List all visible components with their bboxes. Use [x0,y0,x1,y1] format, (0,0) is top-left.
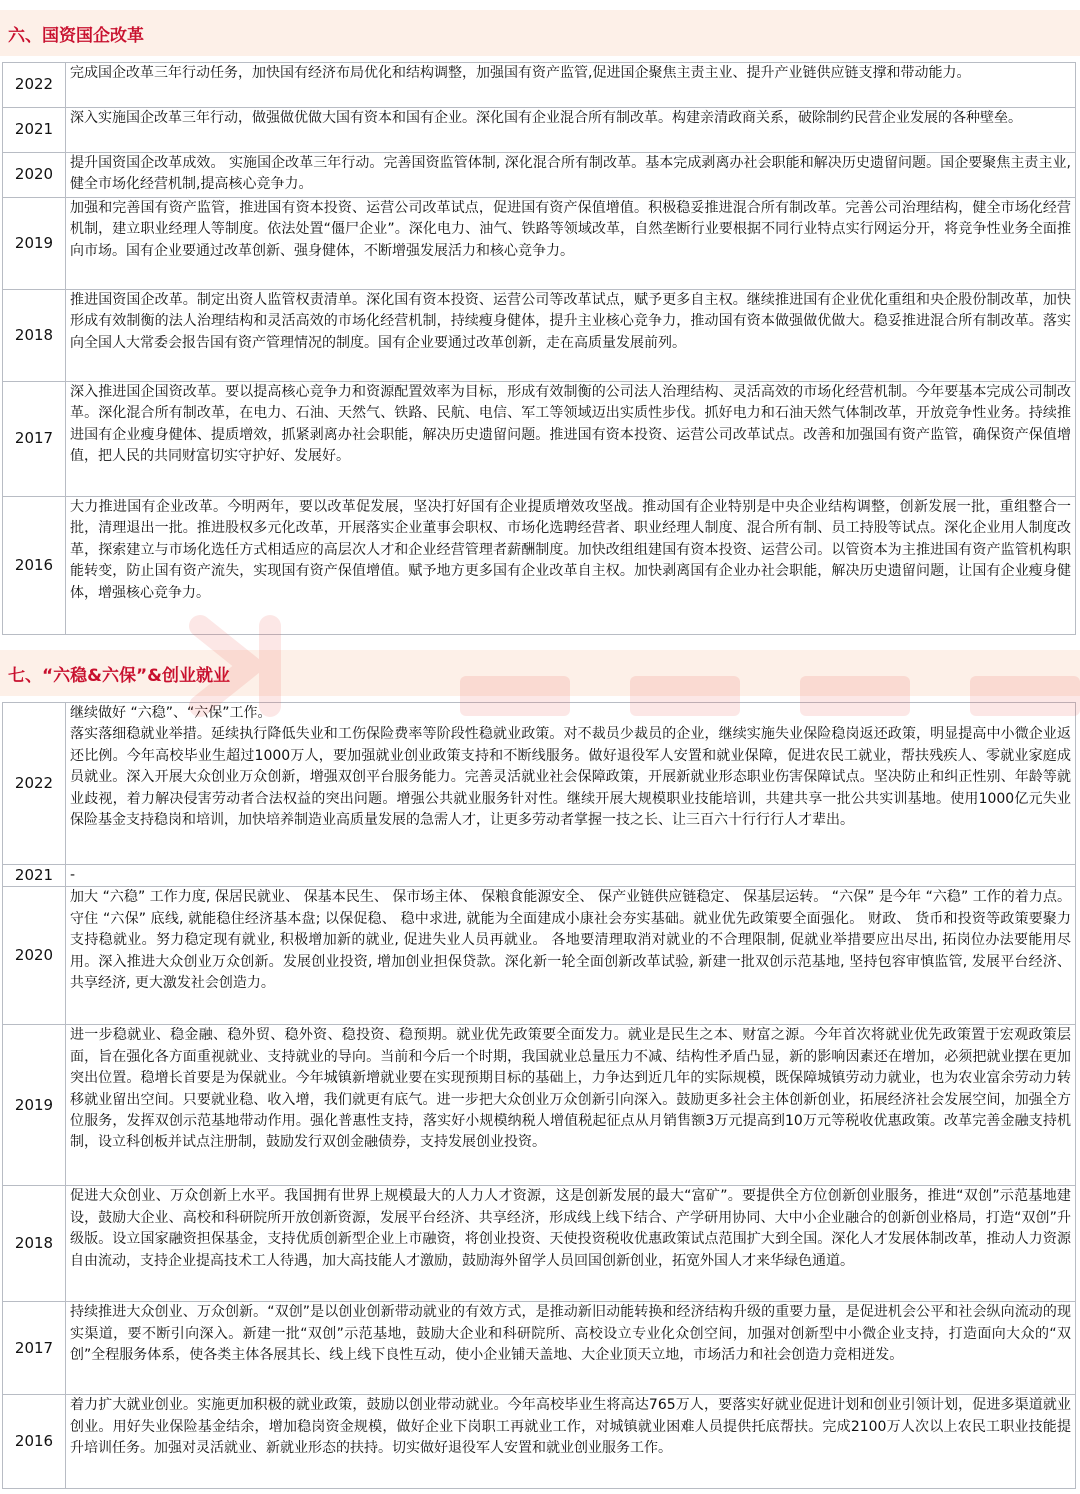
table-row [3,382,1076,497]
year-cell: 2020 [3,153,66,198]
year-cell: 2021 [3,865,66,887]
content-cell: 深入推进国企国资改革。要以提高核心竞争力和资源配置效率为目标，形成有效制衡的公司法人治理结构、灵活高效的市场化经营机制。今年要基本完成公司制改革。深化混合所有制改革，在电力、石油、天然气、铁路、民航、电信、军工等领域迈出实质性步伐。抓好电力和石油天然气体制改革，开放竞争性业务。持续推进国有企业瘦身健体、提质增效，抓紧剥离办社会职能，解决历史遗留问题。推进国有资本投资、运营公司改革试点。改善和加强国有资产监管，确保资产保值增值，把人民的共同财富切实守护好、发展好。 [66,382,1076,497]
year-cell: 2017 [3,1302,66,1395]
table-row [3,887,1076,1025]
content-cell: 继续做好 “六稳”、“六保”工作。 落实落细稳就业举措。延续执行降低失业和工伤保险费率等阶段性稳就业政策。对不裁员少裁员的企业，继续实施失业保险稳岗返还政策，明显提高中小微企业返还比例。今年高校毕业生超过1000万人，要加强就业创业政策支持和不断线服务。做好退役军人安置和就业保障，促进农民工就业，帮扶残疾人、零就业家庭成员就业。深入开展大众创业万众创新，增强双创平台服务能力。完善灵活就业社会保障政策，开展新就业形态职业伤害保障试点。坚决防止和纠正性别、年龄等就业歧视，着力解决侵害劳动者合法权益的突出问题。增强公共就业服务针对性。继续开展大规模职业技能培训，共建共享一批公共实训基地。使用1000亿元失业保险基金支持稳岗和培训，加快培养制造业高质量发展的急需人才，让更多劳动者掌握一技之长、让三百六十行行行人才辈出。 [66,703,1076,865]
policy-table-soe-reform [2,62,1076,635]
year-cell: 2016 [3,497,66,635]
table-row [3,153,1076,198]
year-cell: 2019 [3,1025,66,1186]
table-row [3,1186,1076,1302]
content-cell: 大力推进国有企业改革。今明两年，要以改革促发展，坚决打好国有企业提质增效攻坚战。推动国有企业特别是中央企业结构调整，创新发展一批，重组整合一批，清理退出一批。推进股权多元化改革，开展落实企业董事会职权、市场化选聘经营者、职业经理人制度、混合所有制、员工持股等试点。深化企业用人制度改革，探索建立与市场化选任方式相适应的高层次人才和企业经营管理者薪酬制度。加快改组组建国有资本投资、运营公司。以管资本为主推进国有资产监管机构职能转变，防止国有资产流失，实现国有资产保值增值。赋予地方更多国有企业改革自主权。加快剥离国有企业办社会职能，解决历史遗留问题，让国有企业瘦身健体，增强核心竞争力。 [66,497,1076,635]
table-row [3,290,1076,382]
year-cell: 2020 [3,887,66,1025]
table-row [3,198,1076,290]
year-cell: 2021 [3,108,66,153]
table-row [3,1395,1076,1489]
content-cell: 深入实施国企改革三年行动，做强做优做大国有资本和国有企业。深化国有企业混合所有制改革。构建亲清政商关系，破除制约民营企业发展的各种壁垒。 [66,108,1076,153]
content-cell: 推进国资国企改革。制定出资人监管权责清单。深化国有资本投资、运营公司等改革试点，赋予更多自主权。继续推进国有企业优化重组和央企股份制改革，加快形成有效制衡的法人治理结构和灵活高效的市场化经营机制，持续瘦身健体，提升主业核心竞争力，推动国有资本做强做优做大。稳妥推进混合所有制改革。落实向全国人大常委会报告国有资产管理情况的制度。国有企业要通过改革创新，走在高质量发展前列。 [66,290,1076,382]
table-row [3,865,1076,887]
content-cell: 加强和完善国有资产监管，推进国有资本投资、运营公司改革试点，促进国有资产保值增值。积极稳妥推进混合所有制改革。完善公司治理结构，健全市场化经营机制，建立职业经理人等制度。依法处置“僵尸企业”。深化电力、油气、铁路等领域改革，自然垄断行业要根据不同行业特点实行网运分开，将竞争性业务全面推向市场。国有企业要通过改革创新、强身健体，不断增强发展活力和核心竞争力。 [66,198,1076,290]
policy-table-employment [2,702,1076,1489]
year-cell: 2018 [3,1186,66,1302]
content-cell: 持续推进大众创业、万众创新。“双创”是以创业创新带动就业的有效方式，是推动新旧动能转换和经济结构升级的重要力量，是促进机会公平和社会纵向流动的现实渠道，要不断引向深入。新建一批“双创”示范基地，鼓励大企业和科研院所、高校设立专业化众创空间，加强对创新型中小微企业支持，打造面向大众的“双创”全程服务体系，使各类主体各展其长、线上线下良性互动，使小企业铺天盖地、大企业顶天立地，市场活力和社会创造力竞相迸发。 [66,1302,1076,1395]
content-cell: 提升国资国企改革成效。 实施国企改革三年行动。完善国资监管体制, 深化混合所有制改革。基本完成剥离办社会职能和解决历史遗留问题。国企要聚焦主责主业, 健全市场化经营机制,提高核心竞争力。 [66,153,1076,198]
table-row [3,108,1076,153]
year-cell: 2016 [3,1395,66,1489]
content-cell: 促进大众创业、万众创新上水平。我国拥有世界上规模最大的人力人才资源，这是创新发展的最大“富矿”。要提供全方位创新创业服务，推进“双创”示范基地建设，鼓励大企业、高校和科研院所开放创新资源，发展平台经济、共享经济，形成线上线下结合、产学研用协同、大中小企业融合的创新创业格局，打造“双创”升级版。设立国家融资担保基金，支持优质创新型企业上市融资，将创业投资、天使投资税收优惠政策试点范围扩大到全国。深化人才发展体制改革，推动人力资源自由流动，支持企业提高技术工人待遇，加大高技能人才激励，鼓励海外留学人员回国创新创业，拓宽外国人才来华绿色通道。 [66,1186,1076,1302]
table-row [3,497,1076,635]
table-row [3,63,1076,108]
content-cell: 加大 “六稳” 工作力度, 保居民就业、 保基本民生、 保市场主体、 保粮食能源安全、 保产业链供应链稳定、 保基层运转。 “六保” 是今年 “六稳” 工作的着力点。守住 “六保” 底线, 就能稳住经济基本盘; 以保促稳、 稳中求进, 就能为全面建成小康社会夯实基础。就业优先政策要全面强化。 财政、 货币和投资等政策要聚力支持稳就业。努力稳定现有就业, 积极增加新的就业, 促进失业人员再就业。 各地要清理取消对就业的不合理限制, 促就业举措要应出尽出, 拓岗位办法要能用尽用。深入推进大众创业万众创新。发展创业投资, 增加创业担保贷款。深化新一轮全面创新改革试验, 新建一批双创示范基地, 坚持包容审慎监管, 发展平台经济、 共享经济, 更大激发社会创造力。 [66,887,1076,1025]
content-cell: - [66,865,1076,887]
section-title-6: 六、国资国企改革 [0,10,1080,56]
year-cell: 2022 [3,703,66,865]
year-cell: 2017 [3,382,66,497]
content-cell: 进一步稳就业、稳金融、稳外贸、稳外资、稳投资、稳预期。就业优先政策要全面发力。就业是民生之本、财富之源。今年首次将就业优先政策置于宏观政策层面，旨在强化各方面重视就业、支持就业的导向。当前和今后一个时期，我国就业总量压力不减、结构性矛盾凸显，新的影响因素还在增加，必须把就业摆在更加突出位置。稳增长首要是为保就业。今年城镇新增就业要在实现预期目标的基础上，力争达到近几年的实际规模，既保障城镇劳动力就业，也为农业富余劳动力转移就业留出空间。只要就业稳、收入增，我们就更有底气。进一步把大众创业万众创新引向深入。鼓励更多社会主体创新创业，拓展经济社会发展空间，加强全方位服务，发挥双创示范基地带动作用。强化普惠性支持，落实好小规模纳税人增值税起征点从月销售额3万元提高到10万元等税收优惠政策。改革完善金融支持机制，设立科创板并试点注册制，鼓励发行双创金融债券，支持发展创业投资。 [66,1025,1076,1186]
year-cell: 2018 [3,290,66,382]
year-cell: 2019 [3,198,66,290]
content-cell: 着力扩大就业创业。实施更加积极的就业政策，鼓励以创业带动就业。今年高校毕业生将高达765万人，要落实好就业促进计划和创业引领计划，促进多渠道就业创业。用好失业保险基金结余，增加稳岗资金规模，做好企业下岗职工再就业工作，对城镇就业困难人员提供托底帮扶。完成2100万人次以上农民工职业技能提升培训任务。加强对灵活就业、新就业形态的扶持。切实做好退役军人安置和就业创业服务工作。 [66,1395,1076,1489]
table-row [3,1025,1076,1186]
table-row [3,703,1076,865]
content-cell: 完成国企改革三年行动任务，加快国有经济布局优化和结构调整，加强国有资产监管,促进国企聚焦主责主业、提升产业链供应链支撑和带动能力。 [66,63,1076,108]
section-title-7: 七、“六稳&六保”&创业就业 [0,650,1080,696]
year-cell: 2022 [3,63,66,108]
table-row [3,1302,1076,1395]
